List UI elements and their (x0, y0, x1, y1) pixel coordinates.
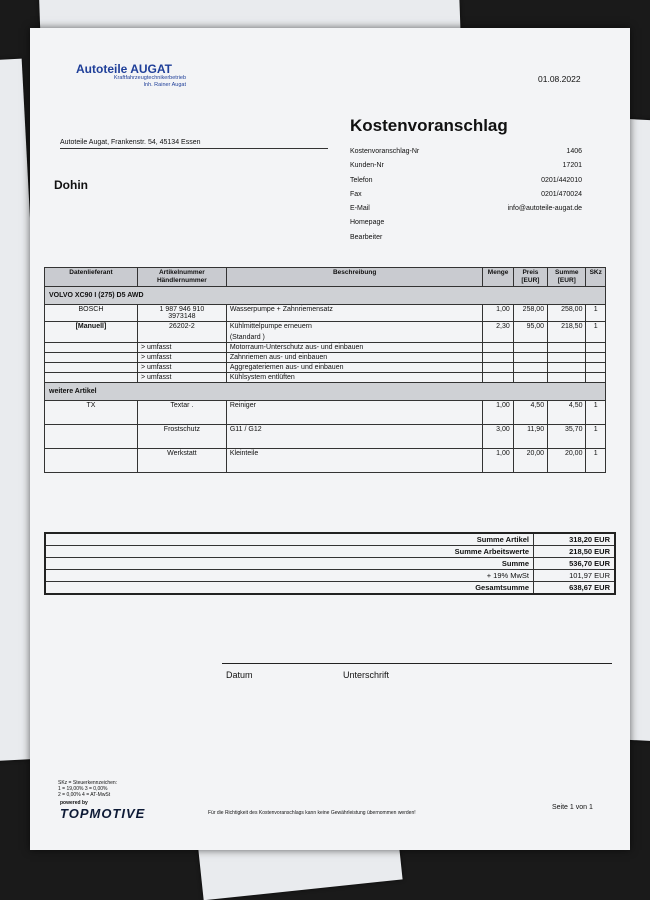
info-label: Kostenvoranschlag-Nr (350, 148, 420, 155)
cell-price: 258,00 (513, 305, 547, 322)
column-header: Datenlieferant (45, 268, 138, 287)
article-number: 1 987 946 910 (159, 306, 205, 313)
info-value: info@autoteile-augat.de (507, 205, 582, 213)
description-line: Kühlmittelpumpe erneuern (229, 323, 312, 330)
totals-label: Gesamtsumme (45, 582, 534, 595)
empty-cell (483, 363, 513, 373)
date-caption: Datum (226, 670, 253, 680)
empty-cell (483, 343, 513, 353)
cell-price: 95,00 (513, 322, 547, 343)
included-row (45, 373, 606, 383)
info-label: Kunden-Nr (350, 162, 384, 170)
totals-label: Summe Arbeitswerte (45, 546, 534, 558)
cell-article: Werkstatt (137, 449, 226, 473)
totals-value: 101,97 EUR (534, 570, 616, 582)
table-row (45, 322, 606, 343)
tax-legend-line: 2 = 0,00% 4 = AT-MwSt (58, 792, 111, 798)
included-spacer (45, 343, 138, 353)
cell-description: Kleinteile (226, 449, 483, 473)
cell-price: 4,50 (513, 401, 547, 425)
info-label: Telefon (350, 176, 373, 184)
included-description: Kühlsystem entlüften (226, 373, 483, 383)
empty-cell (548, 343, 586, 353)
cell-skz: 1 (586, 322, 606, 343)
cell-description: Reiniger (226, 401, 483, 425)
column-header: SKz (586, 268, 606, 287)
info-values (470, 145, 582, 216)
included-description: Motorraum-Unterschutz aus- und einbauen (226, 343, 483, 353)
disclaimer-text: Für die Richtigkeit des Kostenvoranschlags kann keine Gewährleistung übernommen werden! (208, 810, 416, 816)
column-header: Preis [EUR] (513, 268, 547, 287)
empty-cell (586, 373, 606, 383)
empty-cell (586, 343, 606, 353)
document-title: Kostenvoranschlag (350, 116, 508, 135)
column-header: Beschreibung (226, 268, 483, 287)
tax-legend-line: 1 = 19,00% 3 = 0,00% (58, 786, 108, 792)
info-labels (350, 145, 419, 245)
company-sub-line2: Inh. Rainer Augat (143, 82, 186, 88)
totals-value: 536,70 EUR (534, 558, 616, 570)
cell-price: 11,90 (513, 425, 547, 449)
included-description: Aggregateriemen aus- und einbauen (226, 363, 483, 373)
company-name: Autoteile AUGAT (76, 62, 172, 76)
table-row (45, 401, 606, 425)
empty-cell (513, 373, 547, 383)
description-line: (Standard ) (229, 334, 265, 341)
totals-row (45, 582, 615, 595)
dealer-number: 3973148 (168, 313, 196, 320)
cell-sum: 218,50 (548, 322, 586, 343)
info-label: Fax (350, 190, 362, 198)
info-value: 0201/470024 (541, 190, 582, 198)
info-value: 0201/442010 (541, 176, 582, 184)
totals-label: Summe Artikel (45, 533, 534, 546)
info-label: E-Mail (350, 205, 370, 213)
totals-value: 318,20 EUR (534, 533, 616, 546)
included-spacer (45, 363, 138, 373)
powered-by-label: powered by (60, 800, 88, 806)
signature-line (222, 663, 612, 664)
totals-value: 218,50 EUR (534, 546, 616, 558)
estimate-document (30, 28, 630, 850)
column-header: Artikelnummer Händlernummer (137, 268, 226, 287)
included-label: > umfasst (137, 363, 226, 373)
cell-price: 20,00 (513, 449, 547, 473)
cell-supplier: [Manuell] (45, 322, 138, 343)
vehicle-row (45, 287, 606, 305)
included-label: > umfasst (137, 343, 226, 353)
sender-address: Autoteile Augat, Frankenstr. 54, 45134 Essen (60, 139, 328, 149)
included-row (45, 353, 606, 363)
info-label: Bearbeiter (350, 233, 383, 241)
cell-description (226, 322, 483, 343)
cell-description: Wasserpumpe + Zahnriemensatz (226, 305, 483, 322)
cell-article: 26202-2 (137, 322, 226, 343)
cell-skz: 1 (586, 449, 606, 473)
customer-name: Dohin (54, 178, 88, 192)
tax-legend (58, 780, 117, 798)
empty-cell (483, 373, 513, 383)
page-number: Seite 1 von 1 (552, 804, 593, 811)
empty-cell (513, 363, 547, 373)
empty-cell (513, 353, 547, 363)
further-articles-row (45, 383, 606, 401)
cell-qty: 3,00 (483, 425, 513, 449)
included-spacer (45, 353, 138, 363)
cell-skz: 1 (586, 401, 606, 425)
cell-qty: 2,30 (483, 322, 513, 343)
cell-qty: 1,00 (483, 449, 513, 473)
cell-sum: 35,70 (548, 425, 586, 449)
company-subtitle (98, 75, 186, 89)
included-label: > umfasst (137, 373, 226, 383)
table-row (45, 305, 606, 322)
totals-row (45, 558, 615, 570)
info-value: 17201 (562, 162, 582, 170)
cell-qty: 1,00 (483, 305, 513, 322)
cell-sum: 20,00 (548, 449, 586, 473)
totals-row (45, 533, 615, 546)
table-row (45, 449, 606, 473)
document-date: 01.08.2022 (538, 74, 581, 84)
empty-cell (548, 353, 586, 363)
totals-label: Summe (45, 558, 534, 570)
column-header: Menge (483, 268, 513, 287)
cell-supplier (45, 449, 138, 473)
cell-sum: 4,50 (548, 401, 586, 425)
included-label: > umfasst (137, 353, 226, 363)
signature-caption: Unterschrift (343, 670, 390, 680)
included-description: Zahnriemen aus- und einbauen (226, 353, 483, 363)
cell-supplier: TX (45, 401, 138, 425)
info-label: Homepage (350, 219, 385, 227)
cell-article (137, 305, 226, 322)
cell-sum: 258,00 (548, 305, 586, 322)
empty-cell (548, 363, 586, 373)
included-row (45, 343, 606, 353)
totals-row (45, 546, 615, 558)
cell-skz: 1 (586, 425, 606, 449)
items-table (44, 267, 606, 473)
cell-supplier (45, 425, 138, 449)
info-value: 1406 (566, 148, 582, 155)
table-row (45, 425, 606, 449)
empty-cell (513, 343, 547, 353)
included-row (45, 363, 606, 373)
company-sub-line1: Kraftfahrzeugtechnikerbetrieb (113, 75, 186, 81)
column-header: Summe [EUR] (548, 268, 586, 287)
tax-legend-line: SKz = Steuerkennzeichen: (58, 780, 118, 786)
cell-supplier: BOSCH (45, 305, 138, 322)
topmotive-logo: TOPMOTIVE (60, 806, 146, 821)
totals-value: 638,67 EUR (534, 582, 616, 595)
cell-qty: 1,00 (483, 401, 513, 425)
cell-description: G11 / G12 (226, 425, 483, 449)
table-header-row (45, 268, 606, 287)
cell-article: Textar . (137, 401, 226, 425)
totals-row (45, 570, 615, 582)
further-articles-label: weitere Artikel (45, 383, 606, 401)
empty-cell (586, 363, 606, 373)
cell-skz: 1 (586, 305, 606, 322)
vehicle-label: VOLVO XC90 I (275) D5 AWD (45, 287, 606, 305)
included-spacer (45, 373, 138, 383)
empty-cell (586, 353, 606, 363)
totals-label: + 19% MwSt (45, 570, 534, 582)
empty-cell (548, 373, 586, 383)
cell-article: Frostschutz (137, 425, 226, 449)
totals-table (44, 532, 616, 595)
empty-cell (483, 353, 513, 363)
